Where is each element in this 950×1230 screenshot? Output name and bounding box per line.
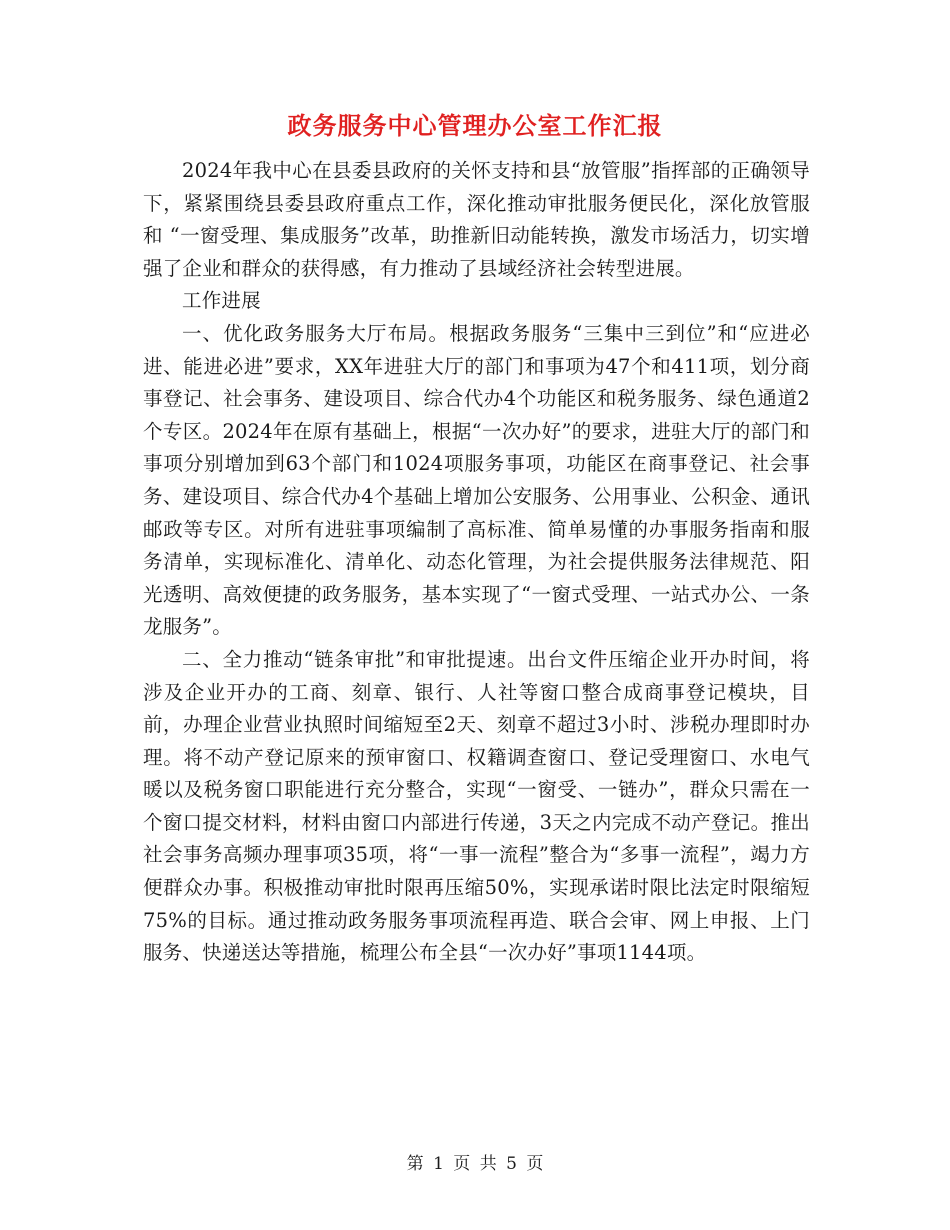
section-heading-progress: 工作进展 <box>182 289 261 313</box>
section-one-paragraph: 一、优化政务服务大厅布局。根据政务服务“三集中三到位”和“应进必进、能进必进”要求，XX年进驻大厅的部门和事项为47个和411项，划分商事登记、社会事务、建设项目、综合代办4个功能区和税务服务、绿色通道2个专区。2024年在原有基础上，根据“一次办好”的要求，进驻大厅的部门和事项分别增加到63个部门和1024项服务事项，功能区在商事登记、社会事务、建设项目、综合代办4个基础上增加公安服务、公用事业、公积金、通讯邮政等专区。对所有进驻事项编制了高标准、简单易懂的办事服务指南和服务清单，实现标准化、清单化、动态化管理，为社会提供服务法律规范、阳光透明、高效便捷的政务服务，基本实现了“一窗式受理、一站式办公、一条龙服务”。 <box>143 321 810 639</box>
document-title: 政务服务中心管理办公室工作汇报 <box>287 111 663 140</box>
page-number-footer: 第 1 页 共 5 页 <box>406 1154 544 1174</box>
intro-paragraph: 2024年我中心在县委县政府的关怀支持和县“放管服”指挥部的正确领导下，紧紧围绕县委县政府重点工作，深化推动审批服务便民化，深化放管服和 “一窗受理、集成服务”改革，助推新旧动能转换，激发市场活力，切实增强了企业和群众的获得感，有力推动了县域经济社会转型进展。 <box>143 159 810 280</box>
document-body <box>143 155 810 970</box>
section-two-paragraph: 二、全力推动“链条审批”和审批提速。出台文件压缩企业开办时间，将涉及企业开办的工商、刻章、银行、人社等窗口整合成商事登记模块，目前，办理企业营业执照时间缩短至2天、刻章不超过3小时、涉税办理即时办理。将不动产登记原来的预审窗口、权籍调查窗口、登记受理窗口、水电气暖以及税务窗口职能进行充分整合，实现“一窗受、一链办”，群众只需在一个窗口提交材料，材料由窗口内部进行传递，3天之内完成不动产登记。推出社会事务高频办理事项35项，将“一事一流程”整合为“多事一流程”，竭力方便群众办事。积极推动审批时限再压缩50%，实现承诺时限比法定时限缩短75%的目标。通过推动政务服务事项流程再造、联合会审、网上申报、上门服务、快递送达等措施，梳理公布全县“一次办好”事项1144项。 <box>143 647 810 965</box>
